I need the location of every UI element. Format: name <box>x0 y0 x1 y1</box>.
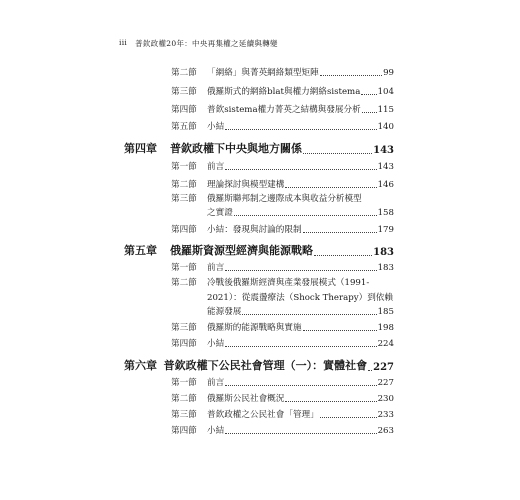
toc-section-entry[interactable] <box>171 337 394 349</box>
leader-dots <box>320 75 382 76</box>
leader-dots <box>314 255 372 256</box>
page-ref: 143 <box>377 162 394 172</box>
toc-section-entry[interactable] <box>171 321 394 333</box>
section-title: 俄羅斯式的網絡blat與權力網絡sistema <box>207 87 361 97</box>
section-label: 第三節 <box>171 410 197 420</box>
section-label: 第四節 <box>171 339 197 349</box>
page-ref: 198 <box>377 323 394 333</box>
section-label: 第二節 <box>171 180 197 190</box>
section-title: 小結：發現與討論的限制 <box>207 225 302 235</box>
section-title: 小結 <box>207 339 225 349</box>
toc-section-entry[interactable] <box>171 276 394 288</box>
toc-section-entry[interactable] <box>171 120 394 132</box>
chapter-title: 俄羅斯資源型經濟與能源戰略 <box>170 244 313 257</box>
leader-dots <box>303 330 377 331</box>
section-title: 前言 <box>207 162 225 172</box>
page-ref: 224 <box>377 339 394 349</box>
leader-dots <box>303 153 372 154</box>
chapter-label: 第六章 <box>124 359 157 372</box>
chapter-label: 第四章 <box>124 142 157 155</box>
section-title: 俄羅斯公民社會概況 <box>207 394 285 404</box>
toc-section-continuation[interactable] <box>207 206 394 218</box>
page-ref: 99 <box>383 68 394 78</box>
section-title-continuation: 2021）：從震盪療法（Shock Therapy）到依賴 <box>207 293 393 303</box>
section-label: 第一節 <box>171 162 197 172</box>
toc-chapter-entry[interactable] <box>124 357 394 373</box>
leader-dots <box>242 314 376 315</box>
leader-dots <box>285 401 376 402</box>
page-ref: 230 <box>377 394 394 404</box>
toc-section-entry[interactable] <box>171 85 394 97</box>
page-number: iii <box>119 38 128 47</box>
toc-section-entry[interactable] <box>171 192 394 204</box>
section-title: 前言 <box>207 263 225 273</box>
page-ref: 227 <box>377 378 394 388</box>
section-title: 小結 <box>207 122 225 132</box>
section-title: 普欽政權之公民社會「管理」 <box>207 410 319 420</box>
section-label: 第四節 <box>171 105 197 115</box>
leader-dots <box>225 129 376 130</box>
section-label: 第三節 <box>171 323 197 333</box>
section-label: 第一節 <box>171 378 197 388</box>
leader-dots <box>225 433 376 434</box>
leader-dots <box>285 187 376 188</box>
page-ref: 115 <box>377 105 394 115</box>
toc-section-entry[interactable] <box>171 376 394 388</box>
leader-dots <box>320 417 377 418</box>
section-title: 普欽sistema權力菁英之結構與發展分析 <box>207 105 361 115</box>
leader-dots <box>303 232 377 233</box>
toc-section-continuation[interactable] <box>207 305 394 317</box>
section-title-continuation: 之實證 <box>207 208 233 218</box>
page-ref: 179 <box>377 225 394 235</box>
page-ref: 183 <box>377 263 394 273</box>
leader-dots <box>368 370 372 371</box>
leader-dots <box>234 215 377 216</box>
page-ref: 104 <box>377 87 394 97</box>
leader-dots <box>225 346 376 347</box>
running-head <box>119 38 278 49</box>
toc-section-entry[interactable] <box>171 223 394 235</box>
section-title: 俄羅斯聯邦制之邊際成本與收益分析模型 <box>207 194 362 204</box>
section-label: 第二節 <box>171 68 197 78</box>
toc-section-entry[interactable] <box>171 392 394 404</box>
page-ref: 185 <box>377 307 394 317</box>
section-label: 第五節 <box>171 122 197 132</box>
toc-section-entry[interactable] <box>171 178 394 190</box>
leader-dots <box>225 270 376 271</box>
section-title: 俄羅斯的能源戰略與實施 <box>207 323 302 333</box>
page-ref: 183 <box>373 247 394 258</box>
toc-section-entry[interactable] <box>171 424 394 436</box>
section-title: 小結 <box>207 426 225 436</box>
section-title: 前言 <box>207 378 225 388</box>
toc-section-entry[interactable] <box>171 261 394 273</box>
book-title: 普欽政權20年：中央再集權之延續與轉變 <box>135 39 278 48</box>
section-label: 第四節 <box>171 426 197 436</box>
page-ref: 233 <box>377 410 394 420</box>
toc-section-entry[interactable] <box>171 103 394 115</box>
chapter-title: 普欽政權下中央與地方關係 <box>170 142 302 155</box>
chapter-label: 第五章 <box>124 244 157 257</box>
leader-dots <box>362 112 377 113</box>
section-label: 第二節 <box>171 278 197 288</box>
toc-chapter-entry[interactable] <box>124 140 394 156</box>
section-label: 第四節 <box>171 225 197 235</box>
chapter-title: 普欽政權下公民社會管理（一）：實體社會 <box>163 359 368 372</box>
page-ref: 263 <box>377 426 394 436</box>
toc-section-entry[interactable] <box>171 408 394 420</box>
toc-section-entry[interactable] <box>171 160 394 172</box>
page-ref: 143 <box>373 145 394 156</box>
section-title: 「網絡」與菁英網絡類型矩陣 <box>207 68 319 78</box>
section-title: 冷戰後俄羅斯經濟與產業發展模式（1991- <box>207 278 370 288</box>
section-label: 第三節 <box>171 87 197 97</box>
page-ref: 227 <box>373 362 394 373</box>
page-ref: 158 <box>377 208 394 218</box>
page-ref: 140 <box>377 122 394 132</box>
section-title: 理論探討與模型建構 <box>207 180 285 190</box>
toc-chapter-entry[interactable] <box>124 242 394 258</box>
section-title-continuation: 能源發展 <box>207 307 242 317</box>
toc-section-entry[interactable] <box>171 66 394 78</box>
section-label: 第一節 <box>171 263 197 273</box>
leader-dots <box>361 94 376 95</box>
section-label: 第二節 <box>171 394 197 404</box>
section-label: 第三節 <box>171 194 197 204</box>
leader-dots <box>225 385 376 386</box>
leader-dots <box>225 169 376 170</box>
page-ref: 146 <box>377 180 394 190</box>
